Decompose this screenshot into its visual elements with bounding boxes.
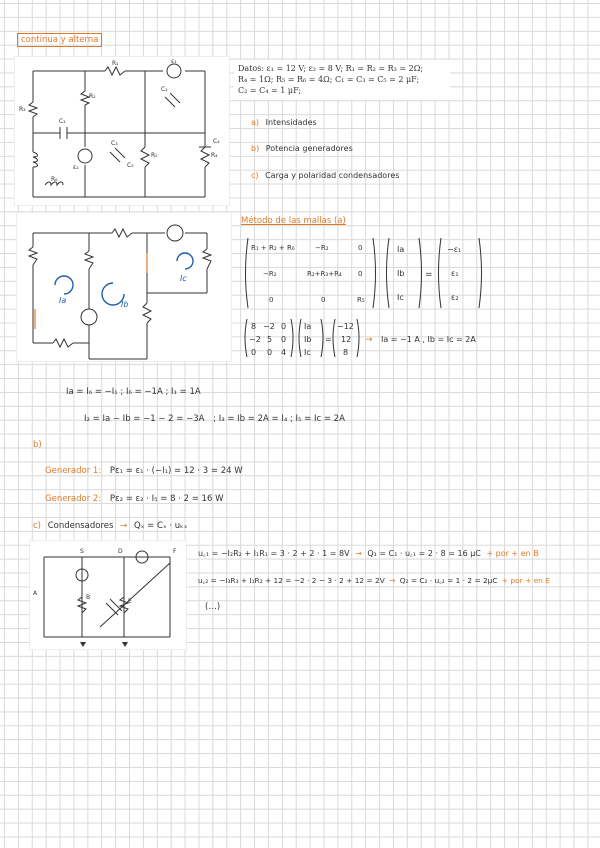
capacitor-1-equation: u꜀₁ = −I₂R₂ + I₁R₁ = 3 · 2 + 2 · 1 = 8V → Q₁ = C₁ · u꜀₁ = 2 · 8 = 16 μC + por + en B xyxy=(198,549,539,558)
circuit-diagram-3 xyxy=(29,540,187,650)
c1-label-r1: R₁ xyxy=(112,60,119,67)
capacitor-1-voltage: u꜀₁ = −I₂R₂ + I₁R₁ = 3 · 2 + 2 · 1 = 8V xyxy=(198,549,350,558)
mesh-result: Ia = −1 A , Ib = Ic = 2A xyxy=(381,335,476,344)
question-b-letter: b) xyxy=(251,144,260,153)
num-r2c3: 0 xyxy=(281,335,287,344)
num-r1c1: 8 xyxy=(251,322,257,331)
matrix-r3c3: R₅ xyxy=(357,296,365,304)
capacitor-2-voltage: u꜀₂ = −I₃R₃ + I₁R₂ + 12 = −2 · 2 − 3 · 2 + 12 = 2V xyxy=(198,576,385,585)
mesh-method-title: Método de las mallas (a) xyxy=(241,216,346,226)
unknown-ic: Ic xyxy=(397,293,404,302)
node-e: E xyxy=(128,598,132,605)
c1-label-r2: R₂ xyxy=(89,93,96,100)
c1-label-c3: C₃ xyxy=(111,140,118,147)
page-title: continua y alterna xyxy=(17,33,102,47)
num-r1c3: 0 xyxy=(281,322,287,331)
circuit-diagram-1-svg xyxy=(15,57,229,205)
part-b-label: b) xyxy=(33,440,42,450)
capacitor-1-polarity: + por + en B xyxy=(486,549,539,558)
rhs-3: ε₂ xyxy=(451,293,459,302)
num-r1c2: −2 xyxy=(263,322,275,331)
part-c-line: c) Condensadores → Qₓ = Cₓ · uₖₓ xyxy=(33,521,188,531)
currents-line-2 xyxy=(84,414,345,424)
question-c-letter: c) xyxy=(251,171,259,180)
generator-1-equation: Pε₁ = ε₁ · (−I₁) = 12 · 3 = 24 W xyxy=(109,466,243,476)
matrix-r3c1: 0 xyxy=(269,296,274,304)
num-rhs-3: 8 xyxy=(343,348,349,357)
data-line-3: C₂ = C₄ = 1 μF; xyxy=(238,86,302,95)
generator-2-equation: Pε₂ = ε₂ · I₅ = 8 · 2 = 16 W xyxy=(109,494,224,504)
node-d: D xyxy=(118,548,123,555)
mesh-matrix-svg xyxy=(243,236,493,310)
generator-2-label: Generador 2: xyxy=(45,494,102,504)
c1-label-r5: R₅ xyxy=(151,152,158,159)
mesh-label-ib: Ib xyxy=(121,300,129,309)
matrix-r1c2: −R₂ xyxy=(315,244,329,252)
generator-2-line xyxy=(45,494,223,504)
question-b-text: Potencia generadores xyxy=(265,144,353,153)
data-box xyxy=(234,60,450,100)
numeric-matrix-equation xyxy=(243,317,563,359)
currents-line-2-main: I₂ = Ia − Ib = −1 − 2 = −3A xyxy=(84,414,205,424)
question-c-text: Carga y polaridad condensadores xyxy=(265,171,400,180)
numeric-matrix-svg xyxy=(243,317,563,359)
svg-text:=: = xyxy=(325,335,332,344)
num-rhs-2: 12 xyxy=(341,335,352,344)
capacitor-2-polarity: + por + en E xyxy=(501,576,550,585)
c1-label-e1: ε₁ xyxy=(171,58,177,65)
generator-1-label: Generador 1: xyxy=(45,466,102,476)
data-line-2: R₄ = 1Ω; R₅ = R₆ = 4Ω; C₁ = C₃ = C₅ = 2 μF; xyxy=(238,75,420,84)
c1-label-c4: C₄ xyxy=(213,138,220,145)
capacitor-1-charge: Q₁ = C₁ · u꜀₁ = 2 · 8 = 16 μC xyxy=(367,549,481,558)
node-s: S xyxy=(80,548,84,555)
c1-label-r4: R₄ xyxy=(211,152,218,159)
num-unknown-ic: Ic xyxy=(304,348,311,357)
c1-label-r6: R₆ xyxy=(51,176,58,183)
question-a xyxy=(251,118,317,127)
num-rhs-1: −12 xyxy=(337,322,354,331)
generator-1-line xyxy=(45,466,243,476)
node-f: F xyxy=(173,548,177,555)
question-c xyxy=(251,171,399,180)
rhs-2: ε₁ xyxy=(451,269,459,278)
capacitor-2-equation: u꜀₂ = −I₃R₃ + I₁R₂ + 12 = −2 · 2 − 3 · 2 + 12 = 2V → Q₂ = C₂ · u꜀₂ = 1 · 2 = 2μC + por + en E xyxy=(198,576,550,585)
part-c-title: Condensadores xyxy=(47,521,114,531)
num-r3c1: 0 xyxy=(251,348,257,357)
num-unknown-ia: Ia xyxy=(304,322,312,331)
c1-label-c2: C₂ xyxy=(161,86,168,93)
circuit-diagram-2 xyxy=(16,212,232,362)
node-b: B xyxy=(86,594,91,601)
currents-line-2-rest: ; I₃ = Ib = 2A = I₄ ; I₅ = Ic = 2A xyxy=(213,414,345,424)
circuit-diagram-2-svg xyxy=(17,213,231,361)
mesh-matrix-equation xyxy=(243,236,493,310)
ellipsis: (…) xyxy=(205,602,221,612)
rhs-1: −ε₁ xyxy=(447,245,462,254)
c1-label-r3: R₃ xyxy=(19,106,26,113)
matrix-r2c1: −R₂ xyxy=(263,270,277,278)
data-line-1: Datos: ε₁ = 12 V; ε₂ = 8 V; R₁ = R₂ = R₃ = 2Ω; xyxy=(238,64,424,73)
unknown-ib: Ib xyxy=(397,269,405,278)
num-r2c1: −2 xyxy=(249,335,261,344)
part-c-label: c) xyxy=(33,521,41,531)
matrix-r1c1: R₁ + R₂ + R₆ xyxy=(251,244,295,252)
num-r3c3: 4 xyxy=(281,348,287,357)
matrix-r3c2: 0 xyxy=(321,296,326,304)
question-b xyxy=(251,144,353,153)
currents-line-1: Ia = I₆ = −I₁ ; I₆ = −1A ; I₁ = 1A xyxy=(66,387,201,397)
matrix-r1c3: 0 xyxy=(358,244,363,252)
unknown-ia: Ia xyxy=(397,245,405,254)
svg-text:=: = xyxy=(425,270,433,280)
svg-text:→: → xyxy=(365,335,373,345)
num-r2c2: 5 xyxy=(267,335,273,344)
mesh-label-ia: Ia xyxy=(59,296,67,305)
c1-label-c5: C₅ xyxy=(127,162,134,169)
circuit-diagram-1 xyxy=(14,56,230,206)
matrix-r2c2: R₂+R₃+R₄ xyxy=(307,270,342,278)
question-a-text: Intensidades xyxy=(265,118,317,127)
capacitor-2-charge: Q₂ = C₂ · u꜀₂ = 1 · 2 = 2μC xyxy=(399,576,498,585)
c1-label-c1: C₁ xyxy=(59,118,66,125)
num-r3c2: 0 xyxy=(267,348,273,357)
node-a: A xyxy=(33,590,38,597)
part-c-formula: Qₓ = Cₓ · uₖₓ xyxy=(133,521,188,531)
num-unknown-ib: Ib xyxy=(304,335,312,344)
question-a-letter: a) xyxy=(251,118,260,127)
matrix-r2c3: 0 xyxy=(358,270,363,278)
circuit-diagram-3-svg xyxy=(30,541,186,649)
c1-label-e2: ε₂ xyxy=(73,164,79,171)
mesh-label-ic: Ic xyxy=(180,274,187,283)
